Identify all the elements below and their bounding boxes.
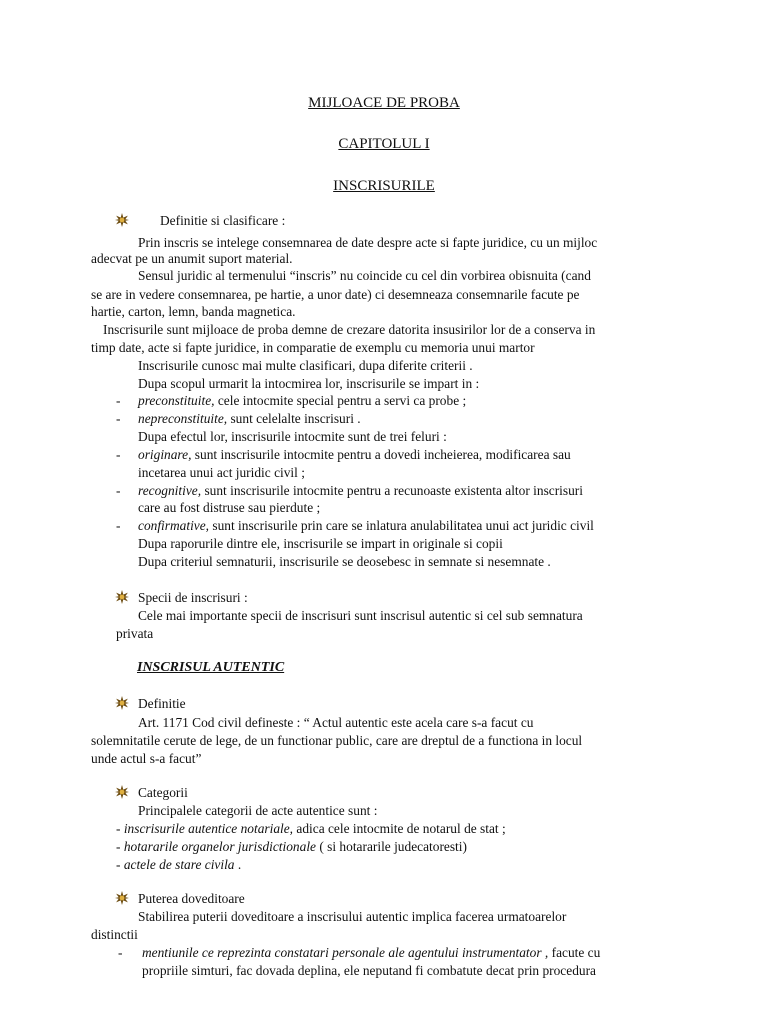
paragraph-line: Inscrisurile sunt mijloace de proba demne de crezare datorita insusirilor lor de a conserva in [103,322,596,337]
definition-heading: Definitie [138,696,186,711]
list-term: actele de stare civila [123,857,235,872]
categories-heading: Categorii [138,785,188,800]
list-item [138,446,571,464]
list-term: nepreconstituite, [138,411,228,426]
paragraph-line: solemnitatile cerute de lege, de un functionar public, care are dreptul de a functiona in locul [91,733,583,748]
paragraph-line: Cele mai importante specii de inscrisuri sunt inscrisul autentic si cel sub semnatura [138,608,583,623]
list-item [138,517,594,535]
list-dash: - [116,821,124,836]
list-item [142,944,600,962]
paragraph-line: hartie, carton, lemn, banda magnetica. [91,304,296,319]
paragraph-line: Inscrisurile cunosc mai multe clasificari, dupa diferite criterii . [138,358,473,373]
list-text: sunt inscrisurile prin care se inlatura anulabilitatea unui act juridic civil [209,518,594,533]
bullet-star-icon [115,696,129,710]
bullet-star-icon [115,590,129,604]
list-dash: - [116,839,124,854]
paragraph-line: Dupa scopul urmarit la intocmirea lor, inscrisurile se impart in : [138,376,480,391]
document-title: MIJLOACE DE PROBA [308,95,460,111]
paragraph-line: unde actul s-a facut” [91,751,202,766]
list-item [116,838,467,856]
paragraph-line: Principalele categorii de acte autentice sunt : [138,803,378,818]
list-text: sunt inscrisurile intocmite pentru a recunoaste existenta altor inscrisuri [201,483,583,498]
paragraph-line: Dupa criteriul semnaturii, inscrisurile se deosebesc in semnate si nesemnate . [138,554,551,569]
paragraph-line: Prin inscris se intelege consemnarea de date despre acte si fapte juridice, cu un mijloc [138,235,598,250]
list-item [116,856,241,874]
list-item [116,820,506,838]
list-dash: - [116,518,121,533]
species-heading: Specii de inscrisuri : [138,590,248,605]
list-item [138,392,466,410]
paragraph-line: Dupa efectul lor, inscrisurile intocmite sunt de trei feluri : [138,429,447,444]
list-term: hotararile organelor jurisdictionale [123,839,316,854]
bullet-star-icon [115,785,129,799]
list-item [138,482,583,500]
list-dash: - [116,857,124,872]
list-term: confirmative, [138,518,210,533]
list-term: preconstituite, [138,393,215,408]
list-dash: - [116,483,121,498]
bullet-star-icon [115,213,129,227]
definition-heading: Definitie si clasificare : [160,213,286,228]
list-text: sunt celelalte inscrisuri . [227,411,361,426]
paragraph-line: Stabilirea puterii doveditoare a inscrisului autentic implica facerea urmatoarelor [138,909,567,924]
list-item-continuation: incetarea unui act juridic civil ; [138,465,305,480]
subsection-title: INSCRISUL AUTENTIC [137,660,285,675]
paragraph-line: Sensul juridic al termenului “inscris” nu coincide cu cel din vorbirea obisnuita (cand [138,268,591,283]
proof-power-heading: Puterea doveditoare [138,891,245,906]
chapter-title: CAPITOLUL I [338,136,430,152]
list-term: inscrisurile autentice notariale, [123,821,294,836]
list-dash: - [116,447,121,462]
list-text: . [234,857,242,872]
list-text: facute cu [548,945,601,960]
list-term: originare, [138,447,192,462]
bullet-star-icon [115,891,129,905]
paragraph-line: privata [116,626,154,641]
list-item-continuation: care au fost distruse sau pierdute ; [138,500,321,515]
list-text: sunt inscrisurile intocmite pentru a dovedi incheierea, modificarea sau [191,447,571,462]
list-dash: - [118,945,123,960]
paragraph-line: timp date, acte si fapte juridice, in comparatie de exemplu cu memoria unui martor [91,340,535,355]
list-item-continuation: propriile simturi, fac dovada deplina, ele neputand fi combatute decat prin procedura [142,963,596,978]
list-item [138,410,361,428]
paragraph-line: Art. 1171 Cod civil defineste : “ Actul autentic este acela care s-a facut cu [138,715,534,730]
list-text: ( si hotararile judecatoresti) [316,839,467,854]
list-text: adica cele intocmite de notarul de stat ; [293,821,506,836]
list-term: mentiunile ce reprezinta constatari personale ale agentului instrumentator , [142,945,549,960]
list-text: cele intocmite special pentru a servi ca probe ; [214,393,467,408]
list-dash: - [116,393,121,408]
list-term: recognitive, [138,483,202,498]
paragraph-line: se are in vedere consemnarea, pe hartie, a unor date) ci desemneaza consemnarile facute pe [91,287,580,302]
list-dash: - [116,411,121,426]
paragraph-line: Dupa raporurile dintre ele, inscrisurile se impart in originale si copii [138,536,503,551]
paragraph-line: distinctii [91,927,138,942]
paragraph-line: adecvat pe un anumit suport material. [91,251,293,266]
section-title: INSCRISURILE [333,178,435,194]
